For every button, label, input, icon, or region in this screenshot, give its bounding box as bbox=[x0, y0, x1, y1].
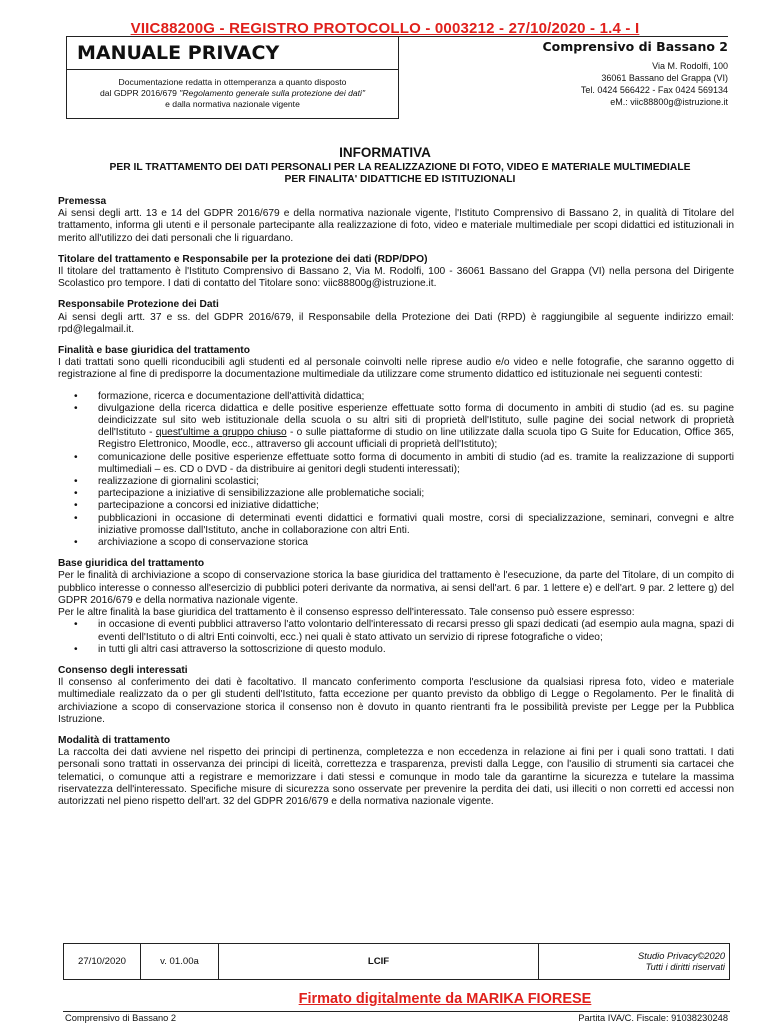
consent-list bbox=[58, 619, 734, 656]
doc-line-2: dal GDPR 2016/679 "Regolamento generale sulla protezione dei dati" bbox=[99, 88, 366, 98]
organization-phone: Tel. 0424 566422 - Fax 0424 569134 bbox=[580, 85, 728, 95]
section-text: Ai sensi degli artt. 13 e 14 del GDPR 2016/679 e della normativa nazionale vigente, l'Istituto Comprensivo di Bassano 2, in qualità di Titolare del trattamento, informa gli utenti e il personale partecipante alla realizzazione di foto, video e materiale multimediale per scopi didattici ed istituzionali in merito all'utilizzo dei dati personali che li riguardano. bbox=[58, 208, 734, 244]
organization-name: Comprensivo di Bassano 2 bbox=[542, 39, 728, 54]
organization-address: Via M. Rodolfi, 100 bbox=[652, 61, 728, 71]
footer-bottom-line bbox=[63, 1011, 730, 1024]
footer-vat: Partita IVA/C. Fiscale: 91038230248 bbox=[578, 1013, 728, 1023]
footer-date: 27/10/2020 bbox=[64, 944, 141, 979]
list-item: • formazione, ricerca e documentazione dell'attività didattica; bbox=[98, 391, 734, 403]
section-titolare bbox=[58, 254, 734, 291]
list-item: • realizzazione di giornalini scolastici; bbox=[98, 476, 734, 488]
document-title: INFORMATIVA bbox=[339, 145, 431, 160]
section-premessa bbox=[58, 196, 734, 245]
section-text: Per le finalità di archiviazione a scopo di conservazione storica la base giuridica del trattamento è l'esecuzione, da parte del Titolare, di un compito di pubblico interesse o connesso all'esercizio di pubblici poteri derivante da normativa, ai sensi dell'art. 6 par. 1 lettere e) e dell'art. 9 par. 2 lettere g) del GDPR 2016/679 e della normativa nazionale vigente. bbox=[58, 570, 734, 606]
footer-table bbox=[63, 943, 730, 980]
organization-city: 36061 Bassano del Grappa (VI) bbox=[601, 73, 728, 83]
section-heading: Premessa bbox=[58, 196, 107, 207]
manual-title: MANUALE PRIVACY bbox=[67, 37, 398, 70]
section-text: Il titolare del trattamento è l'Istituto Comprensivo di Bassano 2, Via M. Rodolfi, 100 - 36061 Bassano del Grappa (VI) nella persona del Dirigente Scolastico pro tempore. I dati di contatto del Titolare sono: viic88800g@istruzione.it. bbox=[58, 266, 734, 290]
section-finalita bbox=[58, 345, 734, 549]
footer-copyright: Studio Privacy©2020 Tutti i diritti riservati bbox=[638, 951, 725, 972]
section-heading: Titolare del trattamento e Responsabile per la protezione dei dati (RDP/DPO) bbox=[58, 253, 428, 265]
section-text: Il consenso al conferimento dei dati è facoltativo. Il mancato conferimento comporta l'esclusione da qualsiasi ripresa foto, video e materiale multimediale realizzato da o per gli studenti dell'Istituto, fatta eccezione per quanto previsto da obbligo di Legge o Regolamento. Per le finalità di archiviazione a scopo di conservazione storica il consenso non è dovuto in quanto rientranti fra le possibilità previste per Legge per la Pubblica Istruzione. bbox=[58, 677, 734, 725]
section-heading: Consenso degli interessati bbox=[58, 664, 188, 676]
document-subtitle: PER IL TRATTAMENTO DEI DATI PERSONALI PER LA REALIZZAZIONE DI FOTO, VIDEO E MATERIALE MULTIMEDIALE PER FINALITA' DIDATTICHE ED ISTITUZIONALI bbox=[109, 162, 691, 185]
document-body bbox=[58, 196, 734, 817]
documentation-note bbox=[67, 70, 398, 110]
protocol-stamp: VIIC88200G - REGISTRO PROTOCOLLO - 0003212 - 27/10/2020 - 1.4 - I bbox=[130, 20, 640, 37]
section-consenso bbox=[58, 665, 734, 726]
list-item: • in occasione di eventi pubblici attraverso l'atto volontario dell'interessato di recarsi presso gli spazi dedicati (ad esempio aula magna, spazi di eventi dell'Istituto o di altri Enti coinvolti, ecc.) nei quali è stato attivato un servizio di riprese fotografiche o video; bbox=[98, 619, 734, 643]
footer-code: LCIF bbox=[219, 944, 539, 979]
section-text: Ai sensi degli artt. 37 e ss. del GDPR 2016/679, il Responsabile della Protezione dei Dati (RPD) è raggiungibile al seguente indirizzo email: rpd@legalmail.it. bbox=[58, 311, 734, 335]
page-footer bbox=[63, 943, 730, 1023]
list-item: • pubblicazioni in occasione di determinati eventi didattici e formativi quali mostre, corsi di specializzazione, seminari, convegni e altre iniziative promosse dall'Istituto, anche in collaborazione con altri Enti. bbox=[98, 513, 734, 537]
organization-email: eM.: viic88800g@istruzione.it bbox=[610, 97, 728, 107]
header-organization bbox=[398, 36, 728, 119]
list-item: • in tutti gli altri casi attraverso la sottoscrizione di questo modulo. bbox=[98, 644, 734, 656]
section-base-giuridica bbox=[58, 558, 734, 656]
section-heading: Finalità e base giuridica del trattamento bbox=[58, 345, 250, 357]
section-rpd bbox=[58, 299, 734, 336]
list-item: • archiviazione a scopo di conservazione storica bbox=[98, 537, 734, 549]
list-item: • comunicazione delle positive esperienze effettuate sotto forma di documento in ambiti di studio (ad es. tramite la realizzazione di supporti multimediali – es. CD o DVD - da distribuire ai genitori degli studenti interessati); bbox=[98, 452, 734, 476]
list-item: • partecipazione a concorsi ed iniziative didattiche; bbox=[98, 500, 734, 512]
section-heading: Responsabile Protezione dei Dati bbox=[58, 299, 219, 311]
section-text: Per le altre finalità la base giuridica del trattamento è il consenso espresso dell'interessato. Tale consenso può essere espresso: bbox=[58, 607, 635, 619]
section-heading: Modalità di trattamento bbox=[58, 734, 171, 746]
digital-signature-stamp: Firmato digitalmente da MARIKA FIORESE bbox=[298, 991, 592, 1007]
doc-line-1: Documentazione redatta in ottemperanza a quanto disposto bbox=[118, 77, 347, 87]
list-item: • partecipazione a iniziative di sensibilizzazione alle problematiche sociali; bbox=[98, 488, 734, 500]
doc-line-3: e dalla normativa nazionale vigente bbox=[165, 99, 300, 109]
section-modalita bbox=[58, 735, 734, 808]
header-manual-box bbox=[66, 36, 399, 119]
section-text: I dati trattati sono quelli riconducibili agli studenti ed al personale coinvolti nelle riprese audio e/o video e nelle fotografie, che saranno oggetto di registrazione al fine di predisporre la documentazione multimediale da utilizzare come strumento didattico ed istituzionale nei seguenti contesti: bbox=[58, 357, 734, 381]
list-item: • divulgazione della ricerca didattica e delle positive esperienze effettuate sotto forma di documento in ambiti di studio (ad es. su pagine deindicizzate sul sito web istituzionale della scuola o su altri siti di proprietà dell'Istituto, sulle pagine dei social network di proprietà dell'Istituto - quest'ultime a gruppo chiuso - o sulle piattaforme di studio on line utilizzate dalla scuola tipo G Suite for Education, Office 365, Registro Elettronico, Moodle, ecc., attraverso gli account ufficiali di proprietà dell'Istituto); bbox=[98, 403, 734, 452]
footer-organization: Comprensivo di Bassano 2 bbox=[65, 1013, 177, 1023]
footer-version: v. 01.00a bbox=[141, 944, 219, 979]
purposes-list bbox=[58, 391, 734, 550]
section-heading: Base giuridica del trattamento bbox=[58, 558, 205, 570]
section-text: La raccolta dei dati avviene nel rispetto dei principi di pertinenza, completezza e non eccedenza in relazione ai fini per i quali sono trattati. I dati personali sono trattati in osservanza dei principi di liceità, correttezza e trasparenza, previsti dalla Legge, con l'ausilio di strumenti sia cartacei che telematici, o comunque atti a registrare e memorizzare i dati stessi e comunque in modo tale da garantirne la sicurezza e tutelare la massima riservatezza dell'interessato. Specifiche misure di sicurezza sono osservate per prevenire la perdita dei dati, usi illeciti o non corretti ed accessi non autorizzati nel pieno rispetto dell'art. 32 del GDPR 2016/679 e della normativa nazionale vigente. bbox=[58, 747, 734, 807]
